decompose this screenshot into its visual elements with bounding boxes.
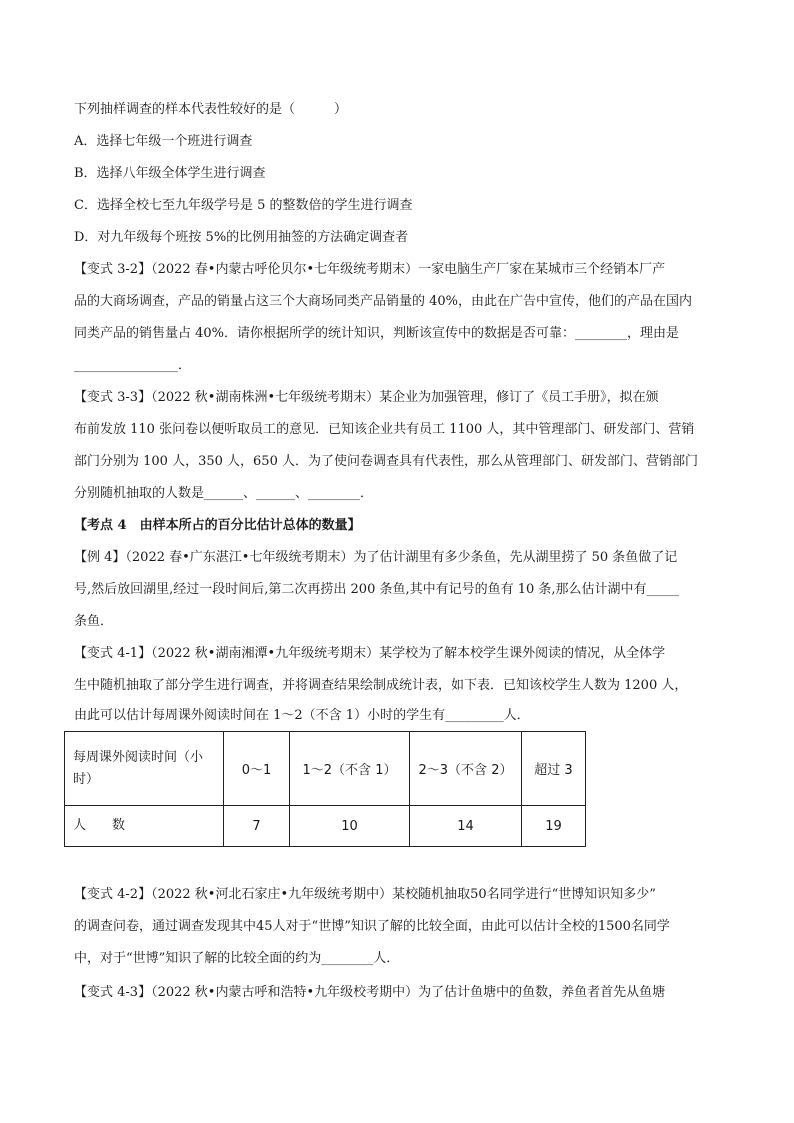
variant-3-2-line-2: 品的大商场调查，产品的销量占这三个大商场同类产品销量的 40%，由此在广告中宣传，他们的产品在国内 <box>74 294 693 309</box>
table-cell: 14 <box>410 806 522 847</box>
option-a: A．选择七年级一个班进行调查 <box>74 134 253 149</box>
example-4-line-1: 【例 4】（2022 春•广东湛江•七年级统考期末）为了估计湖里有多少条鱼，先从湖里捞了 50 条鱼做了记 <box>74 550 678 565</box>
table-cell: 7 <box>224 806 290 847</box>
variant-3-3-line-4: 分别随机抽取的人数是______、______、________． <box>74 486 374 501</box>
table-cell: 19 <box>522 806 586 847</box>
variant-4-1-line-3: 由此可以估计每周课外阅读时间在 1～2（不含 1）小时的学生有_________人． <box>74 708 530 723</box>
option-c: C．选择全校七至九年级学号是 5 的整数倍的学生进行调查 <box>74 198 413 213</box>
section-heading-4: 【考点 4 由样本所占的百分比估计总体的数量】 <box>74 518 361 533</box>
reading-time-table <box>64 731 586 847</box>
question-stem: 下列抽样调查的样本代表性较好的是（ ） <box>74 102 348 117</box>
variant-4-1-line-1: 【变式 4-1】（2022 秋•湖南湘潭•九年级统考期末）某学校为了解本校学生课外阅读的情况，从全体学 <box>74 646 666 661</box>
variant-4-2-line-3: 中，对于“世博”知识了解的比较全面的约为________人． <box>74 951 400 966</box>
table-header-cell: 0～1 <box>224 732 290 806</box>
table-header-cell: 超过 3 <box>522 732 586 806</box>
table-row-label: 人 数 <box>65 806 224 847</box>
variant-4-3-line-1: 【变式 4-3】（2022 秋•内蒙古呼和浩特•九年级校考期中）为了估计鱼塘中的鱼数，养鱼者首先从鱼塘 <box>74 985 666 1000</box>
variant-3-3-line-3: 部门分别为 100 人，350 人，650 人．为了使问卷调查具有代表性，那么从管理部门、研发部门、营销部门 <box>74 454 698 469</box>
option-d: D．对九年级每个班按 5%的比例用抽签的方法确定调查者 <box>74 230 409 245</box>
table-row <box>65 806 586 847</box>
variant-4-2-line-2: 的调查问卷，通过调查发现其中45人对于“世博”知识了解的比较全面，由此可以估计全校的1500名同学 <box>74 919 670 934</box>
example-4-line-3: 条鱼． <box>74 614 114 629</box>
table-row <box>65 732 586 806</box>
table-header-cell: 每周课外阅读时间（小时） <box>65 732 224 806</box>
option-b: B．选择八年级全体学生进行调查 <box>74 166 266 181</box>
table-header-cell: 1～2（不含 1） <box>290 732 410 806</box>
table-cell: 10 <box>290 806 410 847</box>
table-header-cell: 2～3（不含 2） <box>410 732 522 806</box>
variant-3-3-line-1: 【变式 3-3】（2022 秋•湖南株洲•七年级统考期末）某企业为加强管理，修订了《员工手册》，拟在颁 <box>74 390 659 405</box>
variant-4-2-line-1: 【变式 4-2】（2022 秋•河北石家庄•九年级统考期中）某校随机抽取50名同学进行“世博知识知多少” <box>74 887 656 902</box>
variant-3-3-line-2: 布前发放 110 张问卷以便听取员工的意见．已知该企业共有员工 1100 人，其中管理部门、研发部门、营销 <box>74 422 695 437</box>
variant-4-1-line-2: 生中随机抽取了部分学生进行调查，并将调查结果绘制成统计表，如下表．已知该校学生人数为 1200 人， <box>74 678 688 693</box>
variant-3-2-line-1: 【变式 3-2】（2022 春•内蒙古呼伦贝尔•七年级统考期末）一家电脑生产厂家在某城市三个经销本厂产 <box>74 262 666 277</box>
variant-3-2-line-3: 同类产品的销售量占 40%．请你根据所学的统计知识，判断该宣传中的数据是否可靠：________，理由是 <box>74 326 680 341</box>
example-4-line-2: 号,然后放回湖里,经过一段时间后,第二次再捞出 200 条鱼,其中有记号的鱼有 10 条,那么估计湖中有_____ <box>74 582 680 597</box>
variant-3-2-line-4: ________________． <box>74 358 192 373</box>
